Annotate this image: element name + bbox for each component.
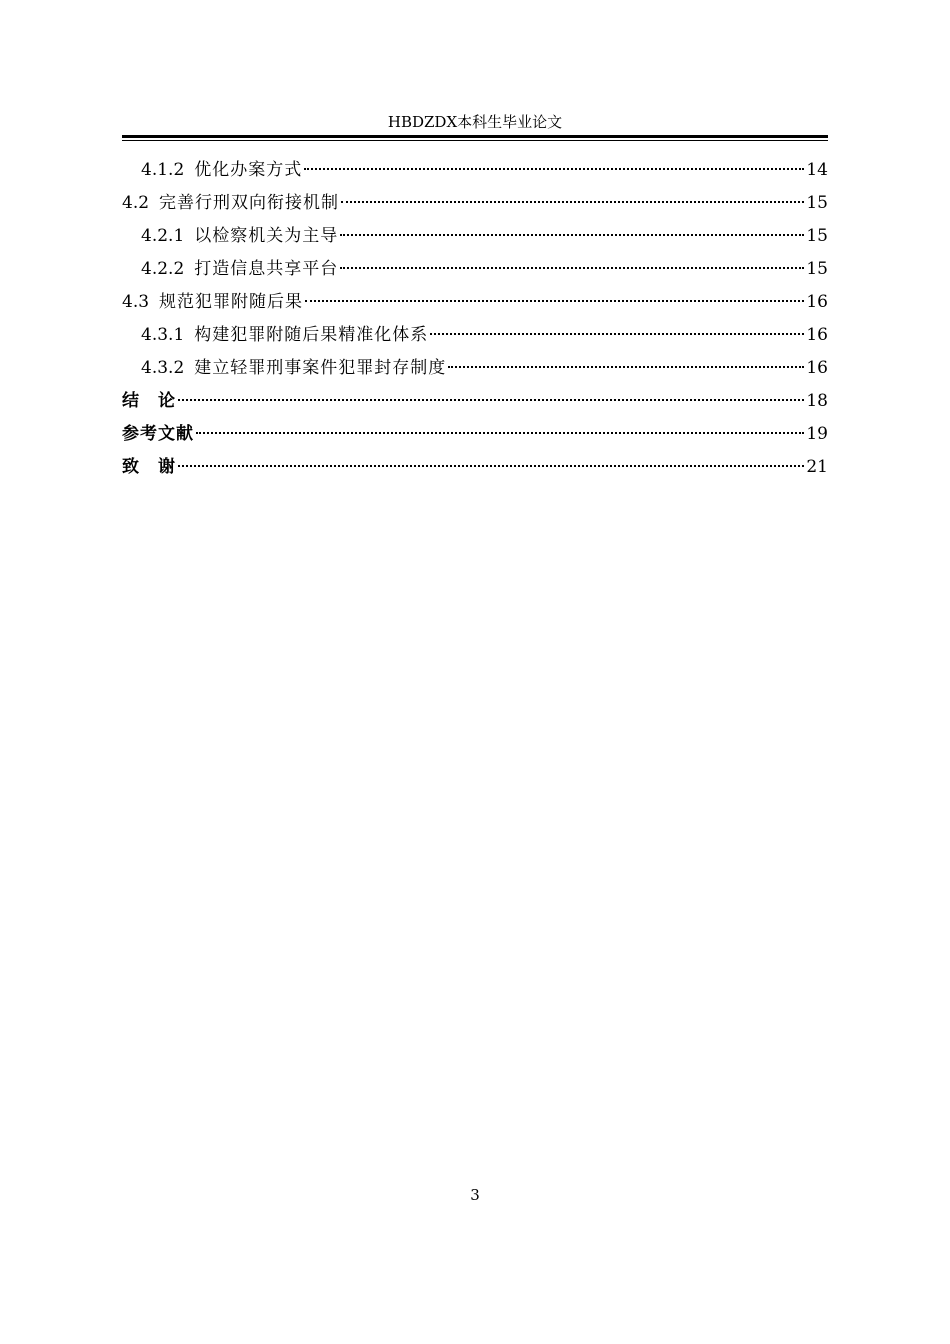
toc-entry-number: 4.3.1 [141,325,185,345]
toc-entry-number: 4.1.2 [141,160,185,180]
toc-entry[interactable] [122,156,828,189]
toc-entry-number: 4.2.2 [141,259,185,279]
toc-entry[interactable] [122,288,828,321]
toc-entry-title: 打造信息共享平台 [194,259,339,279]
toc-leader-dots [178,399,804,401]
toc-leader-dots [196,432,804,434]
toc-entry-page: 16 [806,358,828,378]
toc-entry-title: 优化办案方式 [194,160,303,180]
toc-leader-dots [304,168,804,170]
toc-entry[interactable] [122,354,828,387]
toc-entry-page: 15 [806,226,828,246]
header-rule-thin [122,140,828,141]
toc-entry[interactable] [122,189,828,222]
toc-entry-page: 21 [806,457,828,477]
toc-entry[interactable] [122,255,828,288]
table-of-contents [122,156,828,486]
running-header: HBDZDX本科生毕业论文 [387,113,563,131]
toc-entry-acknowledgements[interactable] [122,453,828,486]
toc-entry-number: 4.2 [122,193,150,213]
toc-entry-title: 建立轻罪刑事案件犯罪封存制度 [194,358,447,378]
toc-entry[interactable] [122,222,828,255]
toc-leader-dots [178,465,804,467]
toc-entry-title: 结 论 [122,391,176,411]
toc-entry-page: 15 [806,193,828,213]
toc-entry-page: 16 [806,325,828,345]
toc-leader-dots [305,300,804,302]
toc-leader-dots [340,234,804,236]
toc-leader-dots [448,366,804,368]
toc-entry-page: 19 [806,424,828,444]
toc-entry-conclusion[interactable] [122,387,828,420]
header-rule-thick [122,135,828,138]
toc-entry-references[interactable] [122,420,828,453]
toc-entry-title: 参考文献 [122,424,194,444]
toc-entry-title: 规范犯罪附随后果 [159,292,304,312]
toc-entry-title: 完善行刑双向衔接机制 [159,193,340,213]
page-number: 3 [470,1186,480,1204]
toc-entry-number: 4.3.2 [141,358,185,378]
toc-entry-title: 致 谢 [122,457,176,477]
toc-entry-title: 构建犯罪附随后果精准化体系 [194,325,429,345]
toc-entry-page: 15 [806,259,828,279]
toc-entry[interactable] [122,321,828,354]
toc-leader-dots [340,267,804,269]
toc-entry-title: 以检察机关为主导 [194,226,339,246]
toc-leader-dots [430,333,804,335]
toc-entry-number: 4.3 [122,292,150,312]
toc-leader-dots [341,201,804,203]
toc-entry-page: 16 [806,292,828,312]
toc-entry-page: 18 [806,391,828,411]
toc-entry-number: 4.2.1 [141,226,185,246]
toc-entry-page: 14 [806,160,828,180]
